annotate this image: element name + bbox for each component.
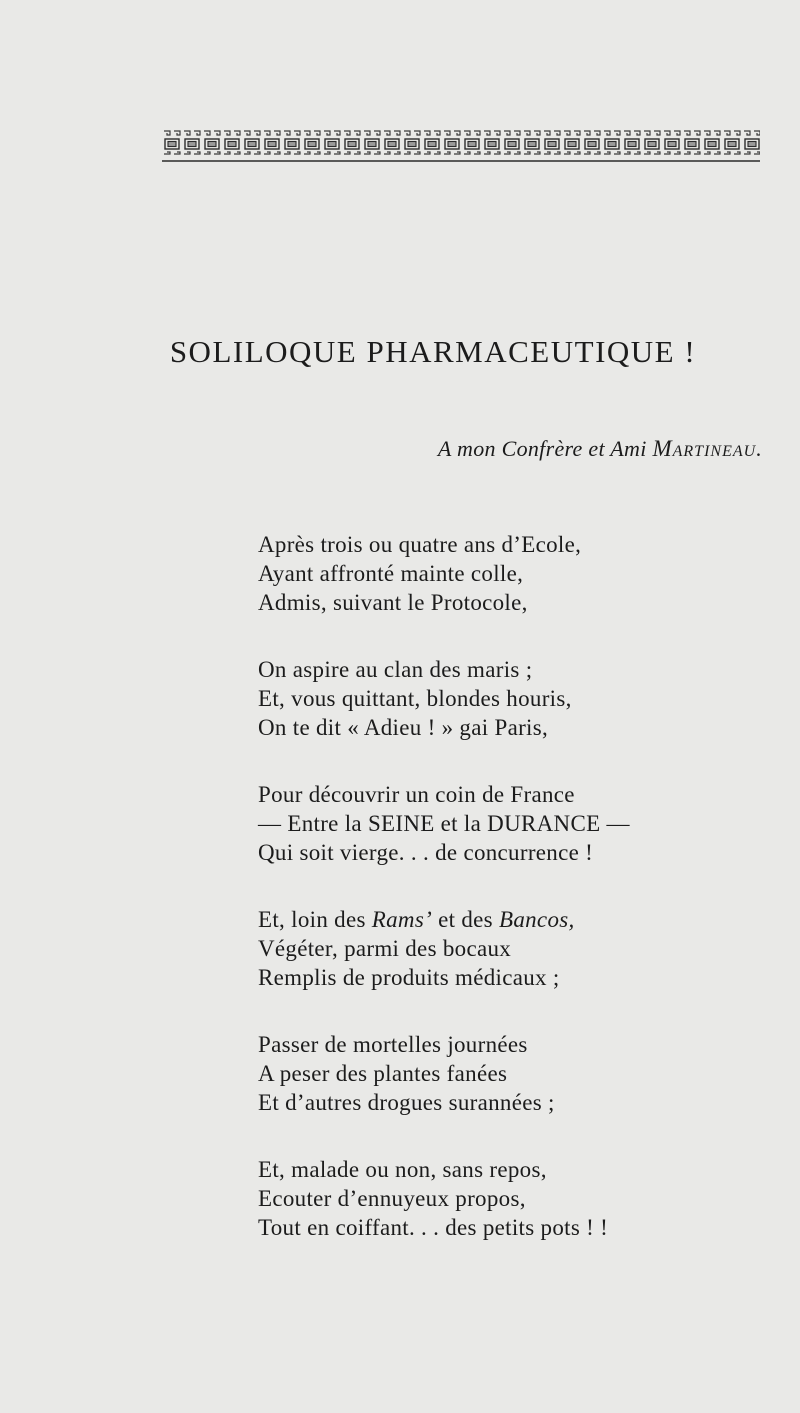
dedication-name: Martineau [652,436,757,461]
verse-line: Végéter, parmi des bocaux [258,936,512,961]
stanza [258,655,778,742]
dedication [438,436,762,462]
verse-line: Et, vous quittant, blondes houris, [258,686,572,711]
verse-fragment: Et, loin des [258,907,372,932]
verse-line: — Entre la SEINE et la DURANCE — [258,811,630,836]
stanza [258,780,778,867]
verse-line: Après trois ou quatre ans d’Ecole, [258,532,582,557]
verse-fragment: et des [432,907,499,932]
verse-italic-bancos: Bancos, [498,907,575,932]
dedication-prefix: A mon Confrère et Ami [437,436,647,461]
verse-line: On aspire au clan des maris ; [258,657,533,682]
verse-line: Remplis de produits médicaux ; [258,965,560,990]
verse-line: Passer de mortelles journées [258,1032,528,1057]
poem-body [258,530,778,1280]
verse-italic-rams: Rams’ [371,907,433,932]
verse-line: Et, malade ou non, sans repos, [258,1157,547,1182]
stanza [258,905,778,992]
verse-line: Ecouter d’ennuyeux propos, [258,1186,526,1211]
stanza [258,1030,778,1117]
verse-line: Et d’autres drogues surannées ; [258,1090,555,1115]
verse-line: Admis, suivant le Protocole, [258,590,528,615]
verse-line: A peser des plantes fanées [258,1061,508,1086]
stanza [258,1155,778,1242]
verse-line: Tout en coiffant. . . des petits pots ! ! [258,1215,609,1240]
verse-line: Qui soit vierge. . . de concurrence ! [258,840,594,865]
verse-line: Pour découvrir un coin de France [258,782,575,807]
stanza [258,530,778,617]
dedication-suffix: . [756,436,762,461]
verse-line: On te dit « Adieu ! » gai Paris, [258,715,549,740]
verse-line: Ayant affronté mainte colle, [258,561,524,586]
greek-key-border-icon [162,127,760,163]
poem-title: SOLILOQUE PHARMACEUTIQUE ! [169,334,697,369]
verse-line [258,905,778,934]
